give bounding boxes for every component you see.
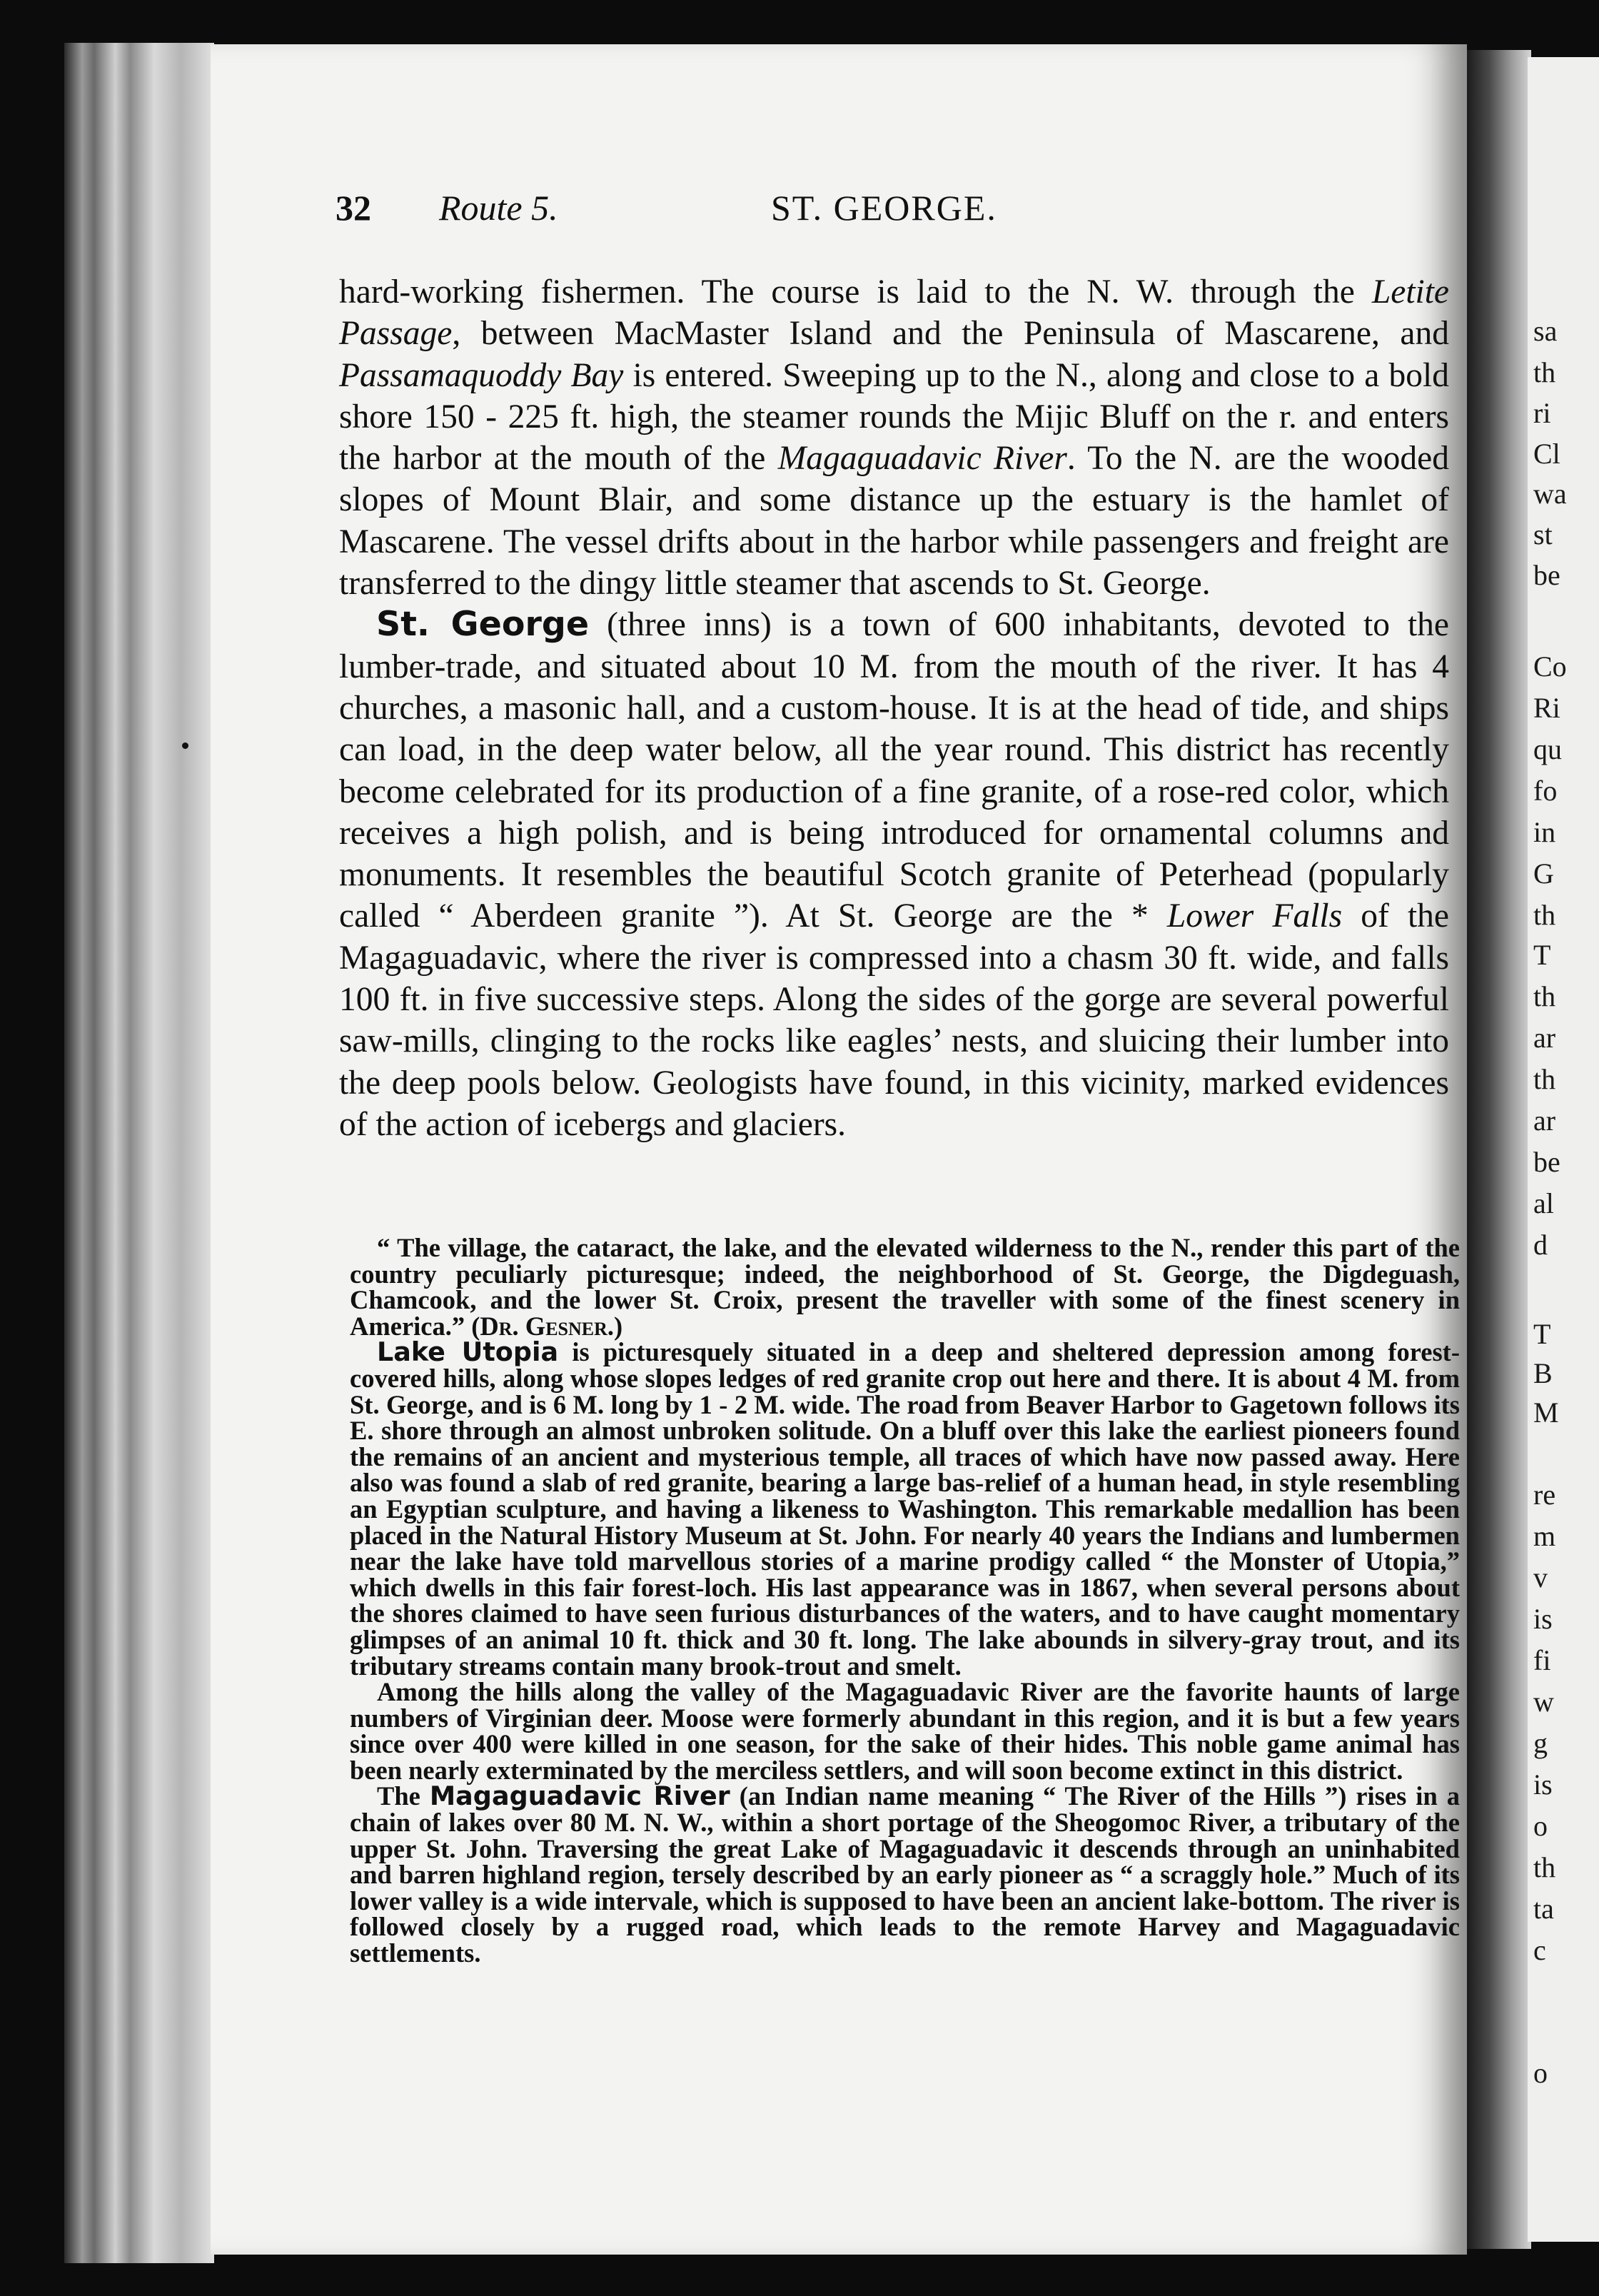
entry-heading: Lake Utopia — [377, 1336, 559, 1368]
text-run: (three inns) is a town of 600 inhabitants, devoted to the lumber-trade, and situated about 10 M. from the mouth of the river. It has 4 churches, a masonic hall, and a custom-house. It is at the head of tide, and ships can load, in the deep water below, all the year round. This district has recently become celebrated for its production of a fine granite, of a rose-red color, which receives a high polish, and is being introduced for ornamental columns and monuments. It resembles the beautiful Scotch granite of Peterhead (popularly called “ Aberdeen granite ”). At St. George are the * — [339, 606, 1450, 935]
facing-page-text-fragment: c — [1533, 1934, 1546, 1966]
facing-page-text-fragment: w — [1533, 1686, 1554, 1718]
facing-page-text-fragment: g — [1533, 1727, 1548, 1759]
page-gutter-shadow — [1467, 50, 1531, 2249]
facing-page-text-fragment: th — [1533, 1851, 1556, 1883]
paragraph-magaguadavic-river — [350, 1783, 1460, 1966]
paragraph-deer — [350, 1679, 1460, 1783]
facing-page-text-fragment: o — [1533, 2057, 1548, 2089]
main-text — [339, 271, 1449, 1145]
facing-page-text-fragment: re — [1533, 1479, 1556, 1511]
margin-mark — [182, 742, 188, 749]
paragraph-lake-utopia — [350, 1336, 1460, 1681]
facing-page-text-fragment: ta — [1533, 1893, 1554, 1925]
facing-page-text-fragment: m — [1533, 1520, 1556, 1552]
facing-page-text-fragment: qu — [1533, 733, 1562, 765]
facing-page-fragment — [1528, 57, 1599, 2242]
facing-page-text-fragment: T — [1533, 939, 1551, 971]
text-run: ) — [614, 1311, 623, 1341]
facing-page-text-fragment: th — [1533, 980, 1556, 1012]
text-run: of the Magaguadavic, where the river is compressed into a chasm 30 ft. wide, and falls 100 ft. in five successive steps. Along the sides of the gorge are several powerful saw-mills, clinging to the rocks like eagles’ nests, and sluicing their lumber into the deep pools below. Geologists have found, in this vicinity, marked evidences of the action of icebergs and glaciers. — [339, 897, 1449, 1143]
facing-page-text-fragment: sa — [1533, 315, 1558, 347]
text-run: “ The village, the cataract, the lake, and the elevated wilderness to the N., render this part of the country peculiarly picturesque; indeed, the neighborhood of St. George, the Digdeguash, Chamcook, and the lower St. Croix, present the traveller with some of the finest scenery in America.” ( — [350, 1233, 1460, 1341]
facing-page-text-fragment: st — [1533, 518, 1553, 550]
facing-page-text-fragment: is — [1533, 1603, 1553, 1635]
place-name: Letite Passage — [339, 273, 1449, 353]
small-print-text — [350, 1235, 1460, 1967]
facing-page-text-fragment: v — [1533, 1561, 1548, 1593]
running-title: ST. GEORGE. — [771, 188, 997, 228]
facing-page-text-fragment: B — [1533, 1357, 1553, 1389]
text-run: Among the hills along the valley of the Magaguadavic River are the favorite haunts of large numbers of Virginian deer. Moose were formerly abundant in this region, and it is but a few years since over 400 were killed in one season, for the sake of their hides. This noble game animal has been nearly exterminated by the merciless settlers, and will soon become extinct in this district. — [350, 1677, 1460, 1785]
facing-page-text-fragment: wa — [1533, 478, 1567, 510]
facing-page-text-fragment: o — [1533, 1810, 1548, 1842]
place-name: Passamaquoddy Bay — [339, 356, 624, 394]
text-run: . To the N. are the wooded slopes of Mount Blair, and some distance up the estuary is the hamlet of Mascarene. The vessel drifts about in the harbor while passengers and freight are transferred to the dingy little steamer that ascends to St. George. — [339, 440, 1449, 603]
text-run: is picturesquely situated in a deep and sheltered depression among forest-covered hills, along whose slopes ledges of red granite crop out here and there. It is about 4 M. from St. George, and is 6 M. long by 1 - 2 M. wide. The road from Beaver Harbor to Gagetown follows its E. shore through an almost unbroken solitude. On a bluff over this lake the earliest pioneers found the remains of an ancient and mysterious temple, all traces of which have now passed away. Here also was found a slab of red granite, bearing a large bas-relief of a human head, in style resembling an Egyptian sculpture, and having a likeness to Washington. This remarkable medallion has been placed in the Natural History Museum at St. John. For nearly 40 years the Indians and lumbermen near the lake have told marvellous stories of a marine prodigy called “ the Monster of Utopia,” which dwells in this fair forest-loch. His last appearance was in 1867, when several persons about the shores claimed to have seen furious disturbances of the waters, and to have caught momentary glimpses of an animal 10 ft. thick and 30 ft. long. The lake abounds in silvery-gray trout, and its tributary streams contain many brook-trout and smelt. — [350, 1337, 1460, 1681]
facing-page-text-fragment: th — [1533, 356, 1556, 388]
facing-page-text-fragment: T — [1533, 1318, 1551, 1350]
book-edge — [64, 43, 214, 2263]
text-run: The — [377, 1781, 430, 1811]
citation: Dr. Gesner. — [480, 1311, 615, 1341]
facing-page-text-fragment: ri — [1533, 397, 1551, 429]
text-run: , between MacMaster Island and the Peninsula of Mascarene, and — [452, 315, 1449, 353]
facing-page-text-fragment: Ri — [1533, 692, 1560, 724]
page-number: 32 — [336, 188, 371, 228]
facing-page-text-fragment: in — [1533, 816, 1556, 848]
facing-page-text-fragment: d — [1533, 1229, 1548, 1261]
paragraph-st-george — [339, 604, 1449, 1145]
facing-page-text-fragment: th — [1533, 1063, 1556, 1095]
facing-page-text-fragment: is — [1533, 1768, 1553, 1801]
facing-page-text-fragment: fo — [1533, 775, 1558, 807]
facing-page-text-fragment: ar — [1533, 1022, 1556, 1054]
text-run: (an Indian name meaning “ The River of the Hills ”) rises in a chain of lakes over 80 M. N. W., within a short portage of the Sheogomoc River, a tributary of the upper St. John. Traversing the great Lake of Magaguadavic it descends through an uninhabited and barren highland region, tersely described by an early pioneer as “ a scraggly hole.” Much of its lower valley is a wide intervale, which is supposed to have been an ancient lake-bottom. The river is followed closely by a rugged road, which leads to the remote Harvey and Magaguadavic settlements. — [350, 1781, 1461, 1968]
text-run: hard-working fishermen. The course is laid to the N. W. through the — [339, 273, 1372, 311]
facing-page-text-fragment: be — [1533, 1146, 1560, 1178]
entry-heading: Magaguadavic River — [429, 1781, 730, 1812]
facing-page-text-fragment: th — [1533, 899, 1556, 931]
facing-page-text-fragment: Co — [1533, 650, 1567, 683]
facing-page-text-fragment: fi — [1533, 1644, 1551, 1676]
facing-page-text-fragment: Cl — [1533, 438, 1560, 470]
route-label: Route 5. — [439, 188, 558, 228]
place-name: Magaguadavic River — [777, 440, 1067, 478]
text-run: is entered. Sweeping up to the N., along and close to a bold shore 150 - 225 ft. high, the steamer rounds the Mijic Bluff on the r. and enters the harbor at the mouth of the — [339, 356, 1449, 478]
facing-page-text-fragment: be — [1533, 559, 1560, 591]
paragraph-voyage — [339, 271, 1449, 604]
facing-page-text-fragment: ar — [1533, 1104, 1556, 1137]
place-name: Lower Falls — [1166, 897, 1343, 935]
entry-heading: St. George — [376, 605, 590, 645]
facing-page-text-fragment: G — [1533, 857, 1554, 890]
quote-gesner — [350, 1235, 1460, 1339]
facing-page-text-fragment: al — [1533, 1187, 1554, 1219]
facing-page-text-fragment: M — [1533, 1396, 1559, 1429]
